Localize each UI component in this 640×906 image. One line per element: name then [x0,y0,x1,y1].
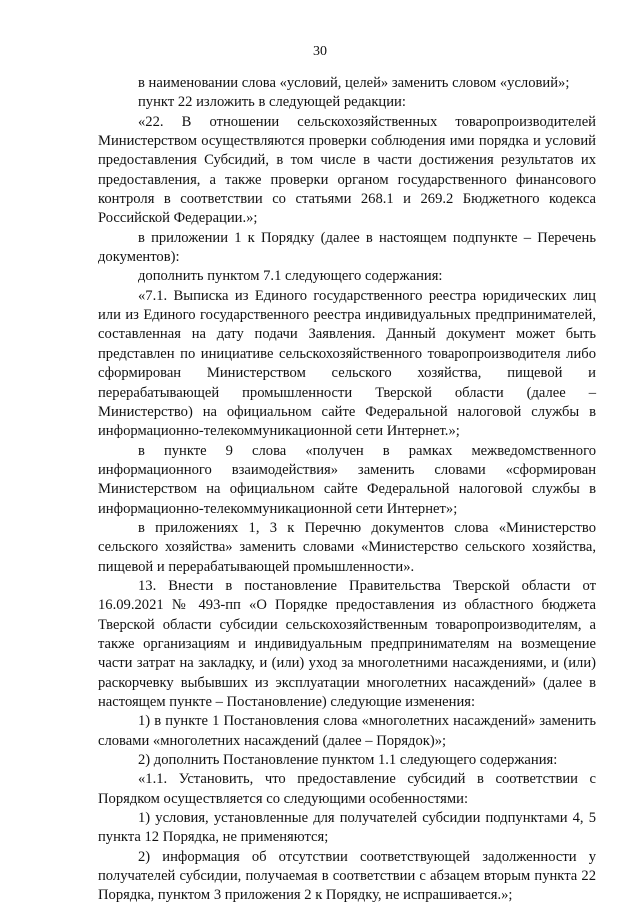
paragraph: 13. Внести в постановление Правительства Тверской области от 16.09.2021 № 493-пп «О Порядке предоставления из областного бюджета Тверской области субсидии сельскохозяйственным товаропроизводителям, а также организациям и индивидуальным предпринимателям на возмещение части затрат на закладку, и (или) уход за многолетними насаждениями, и (или) раскорчевку выбывших из эксплуатации многолетних насаждений» (далее в настоящем пункте – Постановление) следующие изменения: [98,577,596,710]
paragraph: «7.1. Выписка из Единого государственного реестра юридических лиц или из Единого государственного реестра индивидуальных предпринимателей, составленная на дату подачи Заявления. Данный документ может быть представлен по инициативе сельскохозяйственного товаропроизводителя либо сформирован Министерством сельского хозяйства, пищевой и перерабатывающей промышленности Тверской области (далее – Министерство) на официальном сайте Федеральной налоговой службы в информационно-телекоммуникационной сети Интернет.»; [98,287,596,440]
paragraph: дополнить пунктом 7.1 следующего содержания: [138,268,443,285]
paragraph: в наименовании слова «условий, целей» заменить словом «условий»; [138,75,570,91]
paragraph: в пункте 9 слова «получен в рамках межведомственного информационного взаимодействия» заменить словами «сформирован Министерством на официальном сайте Федеральной налоговой службы в информационно-телекоммуникационной сети Интернет»; [98,442,596,517]
paragraph: 1) в пункте 1 Постановления слова «многолетних насаждений» заменить словами «многолетних насаждений (далее – Порядок)»; [98,713,596,749]
paragraph: 1) условия, установленные для получателей субсидии подпунктами 4, 5 пункта 12 Порядка, не применяются; [98,810,596,846]
paragraph: в приложении 1 к Порядку (далее в настоящем подпункте – Перечень документов): [98,229,596,266]
paragraph: 2) информация об отсутствии соответствующей задолженности у получателей субсидии, получаемая в соответствии с абзацем вторым пункта 22 Порядка, пунктом 3 приложения 2 к Порядку, не испрашивается.»; [98,848,596,904]
document-body [98,74,596,906]
paragraph: «22. В отношении сельскохозяйственных товаропроизводителей Министерством осуществляются проверки соблюдения ими порядка и условий предоставления Субсидий, в том числе в части достижения результатов их предоставления, а также проверки органом государственного финансового контроля в соответствии со статьями 268.1 и 269.2 Бюджетного кодекса Российской Федерации.»; [98,113,596,227]
page-number: 30 [313,44,327,59]
paragraph: пункт 22 изложить в следующей редакции: [138,94,406,111]
paragraph: 2) дополнить Постановление пунктом 1.1 следующего содержания: [138,752,558,769]
paragraph: «1.1. Установить, что предоставление субсидий в соответствии с Порядком осуществляется со следующими особенностями: [98,771,596,807]
paragraph: в приложениях 1, 3 к Перечню документов слова «Министерство сельского хозяйства» заменить словами «Министерство сельского хозяйства, пищевой и перерабатывающей промышленности». [98,519,596,575]
